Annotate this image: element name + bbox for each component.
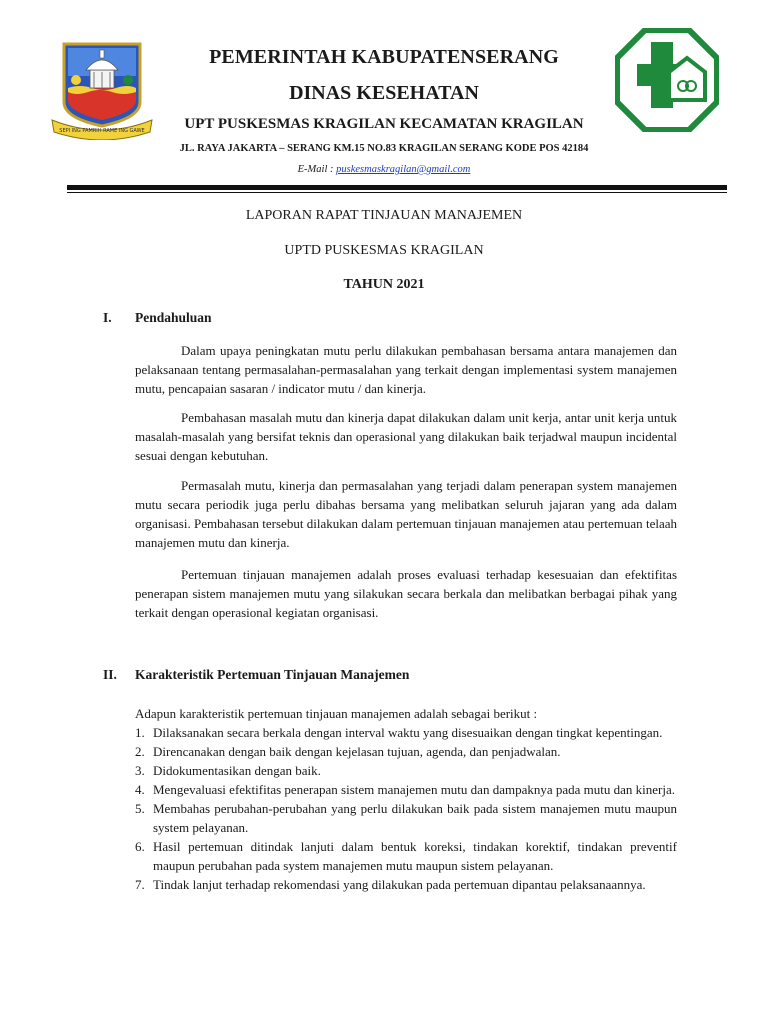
letterhead-address: JL. RAYA JAKARTA – SERANG KM.15 NO.83 KRAGILAN SERANG KODE POS 42184	[179, 143, 589, 154]
list-item-text: Direncanakan dengan baik dengan kejelasan tujuan, agenda, dan penjadwalan.	[153, 744, 561, 759]
list-item	[135, 742, 677, 761]
letterhead-department: DINAS KESEHATAN	[289, 82, 479, 104]
letterhead-unit: UPT PUSKESMAS KRAGILAN KECAMATAN KRAGILAN	[184, 116, 584, 132]
section-2-number: II.	[103, 667, 117, 682]
section-1-paragraph: Dalam upaya peningkatan mutu perlu dilakukan pembahasan bersama antara manajemen dan pelaksanaan tentang permasalahan-permasalahan yang terkait dengan implementasi system manajemen mutu, pencapaian sasaran / indicator mutu / dan kinerja.	[135, 343, 677, 396]
list-item-number: 6.	[135, 839, 145, 854]
letterhead-government: PEMERINTAH KABUPATENSERANG	[209, 46, 559, 68]
email-label: E-Mail :	[297, 164, 337, 175]
list-item	[135, 875, 677, 894]
section-1-number: I.	[103, 310, 112, 325]
list-item	[135, 761, 677, 780]
list-item-number: 5.	[135, 801, 145, 816]
letterhead-divider-thin	[67, 192, 727, 193]
list-item-number: 3.	[135, 763, 145, 778]
report-unit: UPTD PUSKESMAS KRAGILAN	[284, 243, 484, 258]
list-item	[135, 799, 677, 837]
list-item-text: Hasil pertemuan ditindak lanjuti dalam bentuk koreksi, tindakan korektif, tindakan preventif maupun perubahan pada system manajemen mutu maupun sistem pelayanan.	[153, 839, 677, 873]
section-1-paragraph: Pembahasan masalah mutu dan kinerja dapat dilakukan dalam unit kerja, antar unit kerja untuk masalah-masalah yang bersifat teknis dan operasional yang dilakukan baik terjadwal maupun incidental sesuai dengan kebutuhan.	[135, 410, 677, 463]
section-1-paragraph: Permasalah mutu, kinerja dan permasalahan yang terjadi dalam penerapan system manajemen mutu secara periodik juga perlu dibahas bersama yang melibatkan seluruh jajaran yang ada dalam organisasi. Pembahasan tersebut dilakukan dalam pertemuan tinjauan manajemen atau pertemuan telaah manajemen mutu dan kinerja.	[135, 478, 677, 550]
section-2-heading: Karakteristik Pertemuan Tinjauan Manajemen	[135, 667, 410, 682]
report-title: LAPORAN RAPAT TINJAUAN MANAJEMEN	[245, 208, 523, 223]
list-item-text: Dilaksanakan secara berkala dengan interval waktu yang disesuaikan dengan tingkat kepentingan.	[153, 725, 663, 740]
section-1-heading: Pendahuluan	[135, 310, 212, 325]
list-item	[135, 723, 677, 742]
list-item-text: Didokumentasikan dengan baik.	[153, 763, 321, 778]
section-2-intro: Adapun karakteristik pertemuan tinjauan manajemen adalah sebagai berikut :	[135, 706, 538, 721]
list-item	[135, 780, 677, 799]
list-item	[135, 837, 677, 875]
section-1-paragraph: Pertemuan tinjauan manajemen adalah proses evaluasi terhadap kesesuaian dan efektifitas penerapan sistem manajemen mutu yang silakukan secara berkala dan melibatkan berbagai pihak yang terkait dengan operasional kegiatan organisasi.	[135, 567, 677, 620]
letterhead-divider-thick	[67, 185, 727, 190]
list-item-number: 4.	[135, 782, 145, 797]
list-item-number: 7.	[135, 877, 145, 892]
list-item-text: Mengevaluasi efektifitas penerapan sistem manajemen mutu dan dampaknya pada mutu dan kinerja.	[153, 782, 675, 797]
seal-motto-text: SEPI ING PAMRIH RAME ING GAWE	[59, 128, 145, 134]
list-item-number: 2.	[135, 744, 145, 759]
list-item-text: Tindak lanjut terhadap rekomendasi yang dilakukan pada pertemuan dipantau pelaksanaannya.	[153, 877, 646, 892]
list-item-text: Membahas perubahan-perubahan yang perlu dilakukan baik pada sistem manajemen mutu maupun system pelayanan.	[153, 801, 677, 835]
characteristics-list	[135, 723, 677, 894]
email-link[interactable]: puskesmaskragilan@gmail.com	[336, 164, 471, 175]
report-year: TAHUN 2021	[343, 277, 425, 292]
list-item-number: 1.	[135, 725, 145, 740]
letterhead-email-line	[0, 164, 768, 175]
